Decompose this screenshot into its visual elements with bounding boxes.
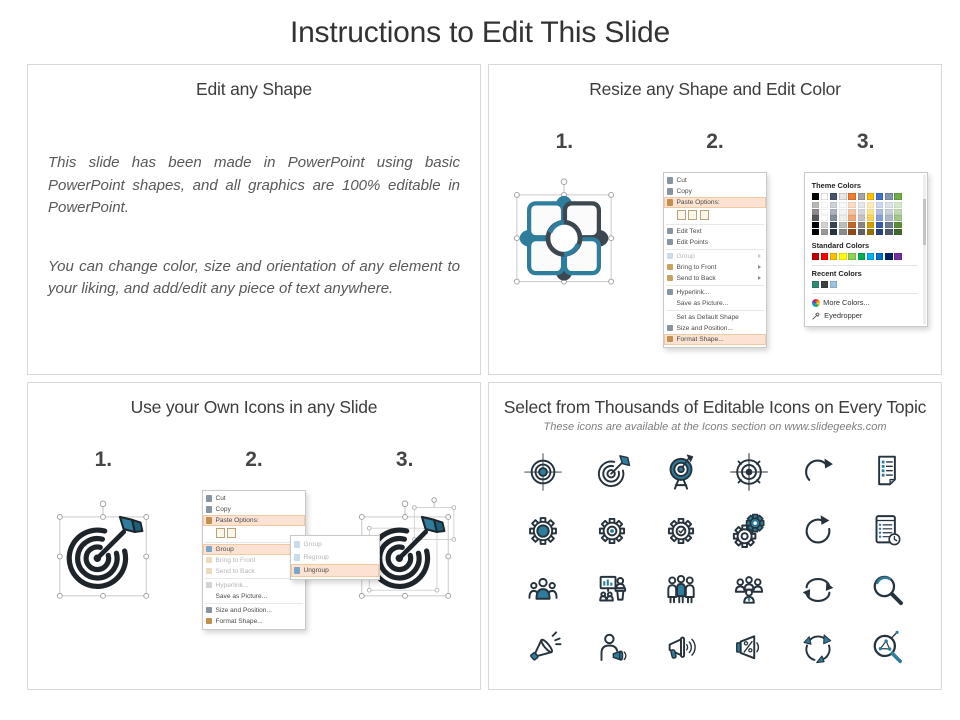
color-swatch (812, 281, 819, 288)
menu-item-label: Ungroup (303, 567, 329, 574)
checklist-document-icon (865, 451, 909, 493)
color-swatch (867, 253, 874, 260)
theme-colors-label: Theme Colors (811, 181, 861, 190)
menu-item-label: Group (215, 545, 234, 553)
menu-item-ungroup (291, 564, 379, 577)
color-tint-swatch (839, 202, 846, 208)
color-swatch (830, 281, 837, 288)
resize-step-1 (498, 130, 630, 348)
color-swatch (830, 193, 837, 200)
color-wheel-icon (812, 299, 820, 307)
color-tint-swatch (894, 222, 901, 228)
color-tint-swatch (885, 222, 892, 228)
redo-arrow-icon (796, 451, 840, 493)
color-swatch (894, 193, 901, 200)
panel-edit-shape-title: Edit any Shape (196, 79, 312, 99)
color-tint-swatch (858, 229, 865, 235)
color-tint-swatch (839, 222, 846, 228)
menu-item-edit-points (664, 237, 766, 248)
menu-item-format-shape (664, 334, 766, 345)
menu-item-regroup (291, 551, 379, 564)
theme-colors-row (812, 193, 918, 200)
color-swatch (876, 193, 883, 200)
color-swatch (858, 253, 865, 260)
menu-item-label: Bring to Front (215, 556, 256, 564)
menu-item-save-as-picture (203, 591, 305, 602)
scissors-icon (667, 177, 674, 184)
menu-item-send-to-back (664, 273, 766, 284)
slide-title: Instructions to Edit This Slide (289, 16, 671, 49)
step-number: 3. (395, 448, 414, 471)
copy-icon (206, 506, 213, 513)
menu-separator (205, 603, 303, 604)
color-tint-swatch (876, 222, 883, 228)
color-swatch (821, 253, 828, 260)
color-swatch (812, 253, 819, 260)
color-tint-swatch (839, 215, 846, 221)
paste-option-icon (688, 210, 697, 221)
color-tint-swatch (867, 215, 874, 221)
megaphone-announce-icon (521, 628, 565, 670)
gear-dot-icon (590, 510, 634, 552)
size-icon (667, 325, 674, 332)
paste-options-row (664, 208, 766, 223)
double-gear-icon (727, 510, 771, 552)
color-tint-swatch (821, 215, 828, 221)
person-megaphone-icon (590, 628, 634, 670)
megaphone-percent-icon (727, 628, 771, 670)
color-tint-swatch (894, 209, 901, 215)
menu-item-cut (664, 175, 766, 186)
copy-icon (667, 188, 674, 195)
menu-item-group (664, 251, 766, 262)
color-tint-swatch (848, 215, 855, 221)
resize-step-2 (663, 130, 767, 348)
resize-step-3 (804, 130, 928, 348)
recent-colors-label: Recent Colors (811, 269, 862, 279)
menu-item-bring-to-front (664, 262, 766, 273)
menu-item-label: Save as Picture... (215, 592, 268, 600)
color-tint-swatch (821, 209, 828, 215)
menu-item-label: Copy (215, 506, 231, 513)
menu-item-label: Save as Picture... (676, 299, 729, 307)
menu-item-label: Hyperlink... (215, 581, 249, 589)
standard-colors-label: Standard Colors (811, 241, 870, 251)
menu-item-label: Group (303, 541, 322, 548)
picker-scrollbar-thumb (923, 199, 926, 245)
color-tint-swatch (821, 222, 828, 228)
eyedropper-label: Eyedropper (824, 311, 863, 321)
sync-arrows-icon (796, 569, 840, 611)
menu-item-label: Cut (215, 495, 226, 502)
panel-resize-color (488, 64, 942, 375)
color-swatch (885, 193, 892, 200)
color-swatch (894, 253, 901, 260)
menu-item-size-and-position (203, 605, 305, 616)
color-tint-swatch (821, 202, 828, 208)
color-swatch (848, 253, 855, 260)
color-picker-panel (804, 172, 928, 327)
color-tint-swatch (812, 215, 819, 221)
step-number: 2. (245, 448, 263, 471)
menu-item-hyperlink (203, 580, 305, 591)
menu-item-save-as-picture (664, 298, 766, 309)
shape-context-menu (663, 172, 767, 348)
menu-item-label: Size and Position... (215, 606, 272, 614)
own-step-2 (202, 448, 329, 630)
bring-front-icon (206, 557, 213, 564)
color-tint-swatch (830, 229, 837, 235)
color-tint-swatch (894, 229, 901, 235)
magnifier-network-icon (865, 628, 909, 670)
color-tint-swatch (885, 202, 892, 208)
panel-icon-library (488, 382, 942, 690)
cycle-arrows-icon (796, 628, 840, 670)
color-tint-swatch (894, 215, 901, 221)
color-tint-swatch (858, 209, 865, 215)
dartboard-stand-icon (659, 451, 703, 493)
menu-item-paste-options (664, 197, 766, 208)
presentation-speaker-icon (590, 569, 634, 611)
gear-check-icon (659, 510, 703, 552)
divider (812, 265, 918, 266)
clipboard-icon (667, 199, 674, 206)
color-tint-swatch (848, 229, 855, 235)
color-tint-swatch (830, 209, 837, 215)
theme-tints-grid (812, 202, 918, 236)
standard-colors-row (812, 253, 918, 260)
group-submenu (290, 535, 380, 580)
menu-item-edit-text (664, 226, 766, 237)
submenu-arrow-icon (758, 254, 761, 258)
menu-item-label: Edit Text (676, 227, 702, 235)
color-tint-swatch (876, 209, 883, 215)
color-tint-swatch (876, 229, 883, 235)
menu-item-label: Cut (676, 177, 687, 184)
group-icon (294, 541, 301, 548)
edit-shape-paragraph-1: This slide has been made in PowerPoint using basic PowerPoint shapes, and all graphics are 100% editable in PowerPoint. (48, 154, 460, 216)
menu-item-label: Send to Back (676, 274, 716, 282)
send-back-icon (667, 275, 674, 282)
hyperlink-icon (667, 289, 674, 296)
scissors-icon (206, 495, 213, 502)
color-swatch (830, 253, 837, 260)
color-swatch (876, 253, 883, 260)
panel-edit-shape (27, 64, 481, 375)
context-menu-graphic (663, 172, 767, 348)
recent-colors-row (812, 281, 918, 288)
color-tint-swatch (848, 209, 855, 215)
color-swatch (848, 193, 855, 200)
color-tint-swatch (867, 202, 874, 208)
icon-library-subtitle: These icons are available at the Icons section on www.slidegeeks.com (543, 421, 887, 433)
group-icon (667, 253, 674, 260)
send-back-icon (206, 568, 213, 575)
color-tint-swatch (867, 222, 874, 228)
menu-item-label: Edit Points (676, 238, 709, 246)
menu-item-set-as-default-shape (664, 312, 766, 323)
menu-separator (666, 310, 764, 311)
selected-shape-graphic (498, 172, 630, 301)
menu-item-label: Group (676, 252, 695, 260)
audience-group-icon (521, 569, 565, 611)
step-number: 2. (706, 130, 724, 153)
task-list-clock-icon (865, 510, 909, 552)
eyedropper-icon (812, 311, 821, 320)
menu-item-hyperlink (664, 287, 766, 298)
picker-scrollbar (923, 175, 926, 324)
edit-points-icon (667, 239, 674, 246)
own-step-1 (41, 448, 165, 630)
more-colors-item (812, 298, 918, 307)
color-tint-swatch (876, 215, 883, 221)
team-standing-icon (659, 569, 703, 611)
menu-icon-spacer (667, 300, 674, 307)
format-icon (206, 618, 213, 625)
menu-item-label: Paste Options: (215, 517, 259, 524)
ungroup-icon (294, 567, 301, 574)
crosshair-scope-icon (727, 451, 771, 493)
group-context-menu-graphic (202, 490, 329, 630)
menu-separator (666, 285, 764, 286)
hyperlink-icon (206, 582, 213, 589)
color-tint-swatch (848, 222, 855, 228)
menu-separator (666, 249, 764, 250)
color-swatch (839, 253, 846, 260)
menu-item-copy (664, 186, 766, 197)
step-number: 1. (94, 448, 113, 471)
paste-option-icon (227, 528, 236, 539)
group-icon (206, 546, 213, 553)
color-tint-swatch (885, 209, 892, 215)
group-context-menu (202, 490, 329, 630)
refresh-arrow-icon (796, 510, 840, 552)
quad-shape-selected (498, 172, 630, 296)
color-swatch (821, 193, 828, 200)
menu-item-cut (203, 493, 305, 504)
color-swatch (821, 281, 828, 288)
color-tint-swatch (858, 202, 865, 208)
menu-item-label: Format Shape... (215, 617, 263, 625)
color-swatch (867, 193, 874, 200)
menu-item-label: Set as Default Shape (676, 313, 739, 321)
own-icons-steps (28, 448, 480, 630)
resize-steps (489, 130, 941, 348)
color-tint-swatch (821, 229, 828, 235)
menu-item-label: Send to Back (215, 567, 255, 575)
selected-icon-graphic (41, 490, 165, 609)
megaphone-waves-icon (659, 628, 703, 670)
divider (812, 293, 918, 294)
color-tint-swatch (848, 202, 855, 208)
menu-icon-spacer (206, 593, 213, 600)
magnifier-icon (865, 569, 909, 611)
target-crosshair-icon (521, 451, 565, 493)
menu-item-paste-options (203, 515, 305, 526)
submenu-arrow-icon (758, 276, 761, 280)
menu-item-copy (203, 504, 305, 515)
color-tint-swatch (812, 209, 819, 215)
color-tint-swatch (812, 202, 819, 208)
color-tint-swatch (867, 229, 874, 235)
menu-item-label: Regroup (303, 554, 329, 561)
regroup-icon (294, 554, 301, 561)
paste-option-icon (677, 210, 686, 221)
menu-item-label: Copy (676, 188, 692, 195)
menu-separator (205, 578, 303, 579)
color-swatch (858, 193, 865, 200)
color-tint-swatch (812, 229, 819, 235)
menu-item-label: Format Shape... (676, 335, 724, 343)
paste-option-icon (700, 210, 709, 221)
panel-grid (27, 64, 942, 690)
edit-text-icon (667, 228, 674, 235)
menu-item-group (291, 538, 379, 551)
menu-item-label: Paste Options: (676, 199, 720, 206)
color-tint-swatch (885, 215, 892, 221)
edit-shape-paragraph-2: You can change color, size and orientation of any element to your liking, and add/edit any piece of text anywhere. (48, 257, 460, 297)
panel-own-icons-title: Use your Own Icons in any Slide (130, 397, 378, 417)
color-tint-swatch (839, 209, 846, 215)
color-tint-swatch (894, 202, 901, 208)
menu-item-size-and-position (664, 323, 766, 334)
people-avatars-icon (727, 569, 771, 611)
menu-separator (205, 542, 303, 543)
panel-resize-title: Resize any Shape and Edit Color (589, 79, 841, 99)
color-tint-swatch (885, 229, 892, 235)
menu-item-label: Bring to Front (676, 263, 717, 271)
color-tint-swatch (858, 215, 865, 221)
color-tint-swatch (830, 202, 837, 208)
clipboard-icon (206, 517, 213, 524)
color-swatch (839, 193, 846, 200)
panel-own-icons (27, 382, 481, 690)
paste-option-icon (216, 528, 225, 539)
color-tint-swatch (830, 222, 837, 228)
color-tint-swatch (839, 229, 846, 235)
color-picker-graphic (804, 172, 928, 327)
color-swatch (812, 193, 819, 200)
color-tint-swatch (858, 222, 865, 228)
color-tint-swatch (876, 202, 883, 208)
submenu-arrow-icon (758, 265, 761, 269)
menu-item-label: Hyperlink... (676, 288, 710, 296)
target-dart-icon (590, 451, 634, 493)
menu-item-format-shape (203, 616, 305, 627)
format-icon (667, 336, 674, 343)
menu-separator (666, 224, 764, 225)
step-number: 1. (555, 130, 574, 153)
color-tint-swatch (867, 209, 874, 215)
color-tint-swatch (812, 222, 819, 228)
step-number: 3. (856, 130, 875, 153)
bring-front-icon (667, 264, 674, 271)
menu-icon-spacer (667, 314, 674, 321)
color-tint-swatch (830, 215, 837, 221)
panel-icon-library-title: Select from Thousands of Editable Icons on Every Topic (503, 397, 927, 417)
color-swatch (885, 253, 892, 260)
menu-item-label: Size and Position... (676, 324, 733, 332)
eyedropper-item (812, 311, 918, 320)
icon-library-grid (509, 451, 921, 670)
gear-filled-icon (521, 510, 565, 552)
more-colors-label: More Colors... (823, 298, 870, 308)
size-icon (206, 607, 213, 614)
